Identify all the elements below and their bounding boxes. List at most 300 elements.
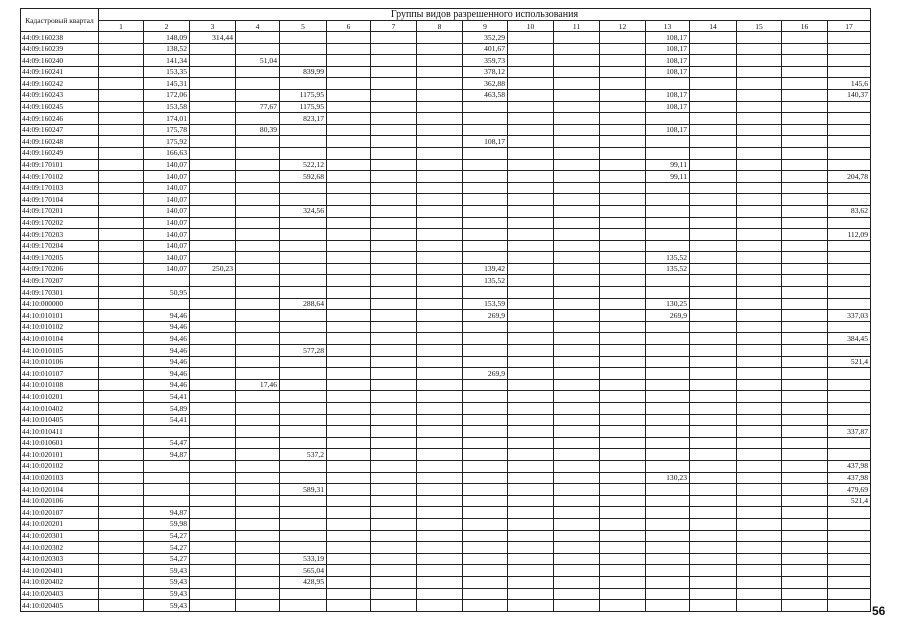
value-cell-col-16 [782,217,828,229]
value-cell-col-13: 108,17 [646,124,690,136]
column-header-6: 6 [327,21,371,32]
value-cell-col-12 [600,437,646,449]
value-cell-col-9 [463,101,508,113]
value-cell-col-10 [508,147,554,159]
value-cell-col-4: 17,46 [236,379,280,391]
value-cell-col-3 [190,124,236,136]
value-cell-col-11 [554,229,600,241]
value-cell-col-14 [690,194,737,206]
value-cell-col-9 [463,252,508,264]
value-cell-col-10 [508,530,554,542]
value-cell-col-6 [327,113,371,125]
column-header-8: 8 [417,21,463,32]
kadastr-cell: 44:10:020101 [21,449,99,461]
value-cell-col-13: 108,17 [646,89,690,101]
value-cell-col-7 [371,310,417,322]
value-cell-col-12 [600,147,646,159]
value-cell-col-14 [690,252,737,264]
value-cell-col-11 [554,310,600,322]
value-cell-col-15 [737,136,782,148]
value-cell-col-13 [646,391,690,403]
value-cell-col-9 [463,472,508,484]
value-cell-col-13 [646,600,690,612]
value-cell-col-6 [327,159,371,171]
value-cell-col-1 [99,495,144,507]
value-cell-col-14 [690,403,737,415]
value-cell-col-9 [463,113,508,125]
value-cell-col-15 [737,113,782,125]
value-cell-col-5 [280,588,327,600]
value-cell-col-2 [144,426,190,438]
value-cell-col-2: 140,07 [144,171,190,183]
value-cell-col-4 [236,263,280,275]
value-cell-col-14 [690,147,737,159]
value-cell-col-15 [737,472,782,484]
value-cell-col-3 [190,426,236,438]
value-cell-col-6 [327,263,371,275]
value-cell-col-10 [508,391,554,403]
value-cell-col-8 [417,449,463,461]
value-cell-col-8 [417,252,463,264]
value-cell-col-2: 54,27 [144,530,190,542]
value-cell-col-14 [690,576,737,588]
value-cell-col-1 [99,275,144,287]
value-cell-col-13 [646,507,690,519]
value-cell-col-17 [828,159,871,171]
value-cell-col-8 [417,124,463,136]
kadastr-cell: 44:09:170201 [21,205,99,217]
value-cell-col-11 [554,275,600,287]
value-cell-col-15 [737,298,782,310]
value-cell-col-6 [327,171,371,183]
value-cell-col-12 [600,229,646,241]
value-cell-col-15 [737,484,782,496]
value-cell-col-2: 94,46 [144,310,190,322]
value-cell-col-16 [782,542,828,554]
value-cell-col-1 [99,263,144,275]
value-cell-col-2: 54,27 [144,553,190,565]
value-cell-col-10 [508,205,554,217]
value-cell-col-10 [508,426,554,438]
value-cell-col-6 [327,379,371,391]
kadastr-cell: 44:09:170202 [21,217,99,229]
value-cell-col-13 [646,565,690,577]
value-cell-col-14 [690,182,737,194]
value-cell-col-10 [508,275,554,287]
value-cell-col-7 [371,240,417,252]
value-cell-col-15 [737,147,782,159]
value-cell-col-10 [508,368,554,380]
value-cell-col-8 [417,159,463,171]
value-cell-col-3 [190,147,236,159]
value-cell-col-16 [782,565,828,577]
value-cell-col-5 [280,495,327,507]
kadastr-cell: 44:10:010102 [21,321,99,333]
value-cell-col-16 [782,310,828,322]
value-cell-col-17: 437,98 [828,460,871,472]
value-cell-col-5 [280,321,327,333]
value-cell-col-12 [600,379,646,391]
value-cell-col-5 [280,507,327,519]
value-cell-col-1 [99,182,144,194]
value-cell-col-13 [646,113,690,125]
value-cell-col-16 [782,437,828,449]
value-cell-col-15 [737,194,782,206]
value-cell-col-12 [600,368,646,380]
value-cell-col-13: 108,17 [646,55,690,67]
value-cell-col-17 [828,600,871,612]
table-row [21,113,871,125]
value-cell-col-17 [828,32,871,44]
value-cell-col-2: 175,92 [144,136,190,148]
value-cell-col-13 [646,217,690,229]
kadastr-cell: 44:10:020103 [21,472,99,484]
value-cell-col-7 [371,553,417,565]
header-row-columns [21,21,871,32]
value-cell-col-2: 94,87 [144,449,190,461]
value-cell-col-11 [554,588,600,600]
value-cell-col-8 [417,565,463,577]
value-cell-col-9: 378,12 [463,66,508,78]
value-cell-col-11 [554,43,600,55]
value-cell-col-4 [236,495,280,507]
value-cell-col-17 [828,240,871,252]
value-cell-col-3 [190,182,236,194]
value-cell-col-14 [690,101,737,113]
value-cell-col-7 [371,542,417,554]
value-cell-col-13 [646,449,690,461]
value-cell-col-17: 145,6 [828,78,871,90]
value-cell-col-5 [280,333,327,345]
value-cell-col-17 [828,217,871,229]
value-cell-col-7 [371,66,417,78]
value-cell-col-3 [190,310,236,322]
value-cell-col-5 [280,414,327,426]
value-cell-col-1 [99,89,144,101]
value-cell-col-5 [280,55,327,67]
value-cell-col-8 [417,43,463,55]
value-cell-col-10 [508,171,554,183]
value-cell-col-12 [600,275,646,287]
value-cell-col-1 [99,287,144,299]
value-cell-col-11 [554,345,600,357]
kadastr-cell: 44:09:160248 [21,136,99,148]
kadastr-cell: 44:09:170204 [21,240,99,252]
value-cell-col-14 [690,437,737,449]
column-header-5: 5 [280,21,327,32]
value-cell-col-4 [236,333,280,345]
kadastr-cell: 44:10:020107 [21,507,99,519]
value-cell-col-4 [236,460,280,472]
value-cell-col-1 [99,530,144,542]
value-cell-col-16 [782,576,828,588]
value-cell-col-5: 288,64 [280,298,327,310]
value-cell-col-14 [690,287,737,299]
value-cell-col-14 [690,600,737,612]
value-cell-col-8 [417,89,463,101]
value-cell-col-10 [508,321,554,333]
value-cell-col-3 [190,159,236,171]
value-cell-col-16 [782,240,828,252]
value-cell-col-2 [144,495,190,507]
value-cell-col-9 [463,356,508,368]
table-row [21,484,871,496]
value-cell-col-6 [327,518,371,530]
value-cell-col-16 [782,460,828,472]
column-header-9: 9 [463,21,508,32]
value-cell-col-10 [508,124,554,136]
value-cell-col-9 [463,576,508,588]
table-row [21,205,871,217]
value-cell-col-3 [190,43,236,55]
value-cell-col-5 [280,368,327,380]
value-cell-col-10 [508,576,554,588]
value-cell-col-7 [371,345,417,357]
value-cell-col-7 [371,136,417,148]
value-cell-col-16 [782,78,828,90]
column-header-16: 16 [782,21,828,32]
value-cell-col-3 [190,321,236,333]
kadastr-cell: 44:09:160242 [21,78,99,90]
value-cell-col-4 [236,565,280,577]
value-cell-col-2: 94,87 [144,507,190,519]
value-cell-col-6 [327,391,371,403]
kadastr-cell: 44:09:170104 [21,194,99,206]
value-cell-col-4 [236,484,280,496]
value-cell-col-15 [737,414,782,426]
value-cell-col-10 [508,194,554,206]
value-cell-col-13 [646,356,690,368]
value-cell-col-5: 839,99 [280,66,327,78]
value-cell-col-3 [190,333,236,345]
value-cell-col-12 [600,240,646,252]
value-cell-col-7 [371,426,417,438]
value-cell-col-8 [417,275,463,287]
value-cell-col-7 [371,507,417,519]
value-cell-col-9: 108,17 [463,136,508,148]
value-cell-col-7 [371,588,417,600]
value-cell-col-1 [99,147,144,159]
value-cell-col-15 [737,333,782,345]
value-cell-col-6 [327,449,371,461]
value-cell-col-14 [690,507,737,519]
value-cell-col-1 [99,113,144,125]
value-cell-col-14 [690,229,737,241]
value-cell-col-1 [99,507,144,519]
value-cell-col-4 [236,588,280,600]
value-cell-col-6 [327,553,371,565]
value-cell-col-5 [280,124,327,136]
value-cell-col-11 [554,89,600,101]
kadastr-cell: 44:09:170203 [21,229,99,241]
table-row [21,518,871,530]
value-cell-col-17 [828,287,871,299]
header-row-groups [21,9,871,21]
value-cell-col-13 [646,403,690,415]
value-cell-col-16 [782,124,828,136]
value-cell-col-4 [236,194,280,206]
value-cell-col-14 [690,159,737,171]
value-cell-col-17: 479,69 [828,484,871,496]
value-cell-col-13 [646,205,690,217]
value-cell-col-10 [508,460,554,472]
value-cell-col-6 [327,588,371,600]
value-cell-col-15 [737,159,782,171]
value-cell-col-5: 428,95 [280,576,327,588]
value-cell-col-7 [371,460,417,472]
value-cell-col-5 [280,263,327,275]
value-cell-col-5 [280,252,327,264]
value-cell-col-2: 140,07 [144,205,190,217]
value-cell-col-6 [327,136,371,148]
value-cell-col-2: 172,06 [144,89,190,101]
value-cell-col-16 [782,518,828,530]
table-row [21,252,871,264]
column-header-7: 7 [371,21,417,32]
value-cell-col-7 [371,495,417,507]
value-cell-col-12 [600,588,646,600]
value-cell-col-2: 140,07 [144,217,190,229]
value-cell-col-5 [280,78,327,90]
value-cell-col-1 [99,229,144,241]
value-cell-col-14 [690,32,737,44]
value-cell-col-8 [417,205,463,217]
value-cell-col-2: 140,07 [144,240,190,252]
value-cell-col-5 [280,530,327,542]
kadastr-cell: 44:09:170301 [21,287,99,299]
value-cell-col-4 [236,542,280,554]
value-cell-col-12 [600,194,646,206]
value-cell-col-1 [99,437,144,449]
value-cell-col-5: 577,28 [280,345,327,357]
value-cell-col-1 [99,136,144,148]
value-cell-col-9 [463,217,508,229]
value-cell-col-6 [327,600,371,612]
value-cell-col-8 [417,333,463,345]
value-cell-col-11 [554,368,600,380]
value-cell-col-6 [327,484,371,496]
value-cell-col-1 [99,565,144,577]
value-cell-col-1 [99,542,144,554]
value-cell-col-3 [190,368,236,380]
value-cell-col-11 [554,78,600,90]
value-cell-col-3 [190,553,236,565]
value-cell-col-3 [190,55,236,67]
value-cell-col-1 [99,194,144,206]
value-cell-col-14 [690,530,737,542]
value-cell-col-1 [99,345,144,357]
value-cell-col-4 [236,240,280,252]
value-cell-col-16 [782,391,828,403]
value-cell-col-3: 250,23 [190,263,236,275]
value-cell-col-15 [737,345,782,357]
value-cell-col-4 [236,217,280,229]
value-cell-col-13 [646,136,690,148]
value-cell-col-13: 130,23 [646,472,690,484]
value-cell-col-8 [417,530,463,542]
value-cell-col-17 [828,391,871,403]
value-cell-col-15 [737,89,782,101]
value-cell-col-14 [690,333,737,345]
value-cell-col-3 [190,287,236,299]
value-cell-col-16 [782,356,828,368]
value-cell-col-10 [508,252,554,264]
value-cell-col-9 [463,333,508,345]
value-cell-col-14 [690,43,737,55]
value-cell-col-16 [782,205,828,217]
value-cell-col-11 [554,287,600,299]
value-cell-col-1 [99,55,144,67]
table-row [21,507,871,519]
value-cell-col-2: 59,43 [144,588,190,600]
value-cell-col-5: 823,17 [280,113,327,125]
value-cell-col-12 [600,600,646,612]
value-cell-col-4 [236,310,280,322]
value-cell-col-12 [600,565,646,577]
value-cell-col-16 [782,484,828,496]
value-cell-col-14 [690,275,737,287]
value-cell-col-14 [690,171,737,183]
value-cell-col-12 [600,124,646,136]
value-cell-col-5: 589,31 [280,484,327,496]
value-cell-col-10 [508,403,554,415]
value-cell-col-3 [190,229,236,241]
value-cell-col-14 [690,321,737,333]
value-cell-col-16 [782,333,828,345]
value-cell-col-6 [327,89,371,101]
value-cell-col-1 [99,553,144,565]
value-cell-col-8 [417,356,463,368]
value-cell-col-16 [782,113,828,125]
kadastr-cell: 44:09:160238 [21,32,99,44]
table-row [21,43,871,55]
table-row [21,89,871,101]
value-cell-col-17: 204,78 [828,171,871,183]
value-cell-col-9 [463,194,508,206]
value-cell-col-2 [144,275,190,287]
value-cell-col-12 [600,55,646,67]
value-cell-col-2: 94,46 [144,345,190,357]
value-cell-col-8 [417,414,463,426]
value-cell-col-15 [737,124,782,136]
value-cell-col-13: 108,17 [646,32,690,44]
kadastr-cell: 44:10:010411 [21,426,99,438]
value-cell-col-15 [737,426,782,438]
value-cell-col-8 [417,113,463,125]
table-row [21,263,871,275]
value-cell-col-10 [508,136,554,148]
value-cell-col-11 [554,472,600,484]
value-cell-col-11 [554,391,600,403]
value-cell-col-10 [508,565,554,577]
value-cell-col-7 [371,55,417,67]
value-cell-col-3 [190,101,236,113]
value-cell-col-13 [646,147,690,159]
value-cell-col-14 [690,588,737,600]
value-cell-col-7 [371,32,417,44]
kadastr-cell: 44:10:020405 [21,600,99,612]
value-cell-col-7 [371,333,417,345]
value-cell-col-11 [554,66,600,78]
value-cell-col-4 [236,147,280,159]
value-cell-col-1 [99,252,144,264]
value-cell-col-14 [690,553,737,565]
value-cell-col-11 [554,252,600,264]
value-cell-col-9 [463,147,508,159]
value-cell-col-17 [828,542,871,554]
value-cell-col-6 [327,368,371,380]
table-row [21,298,871,310]
